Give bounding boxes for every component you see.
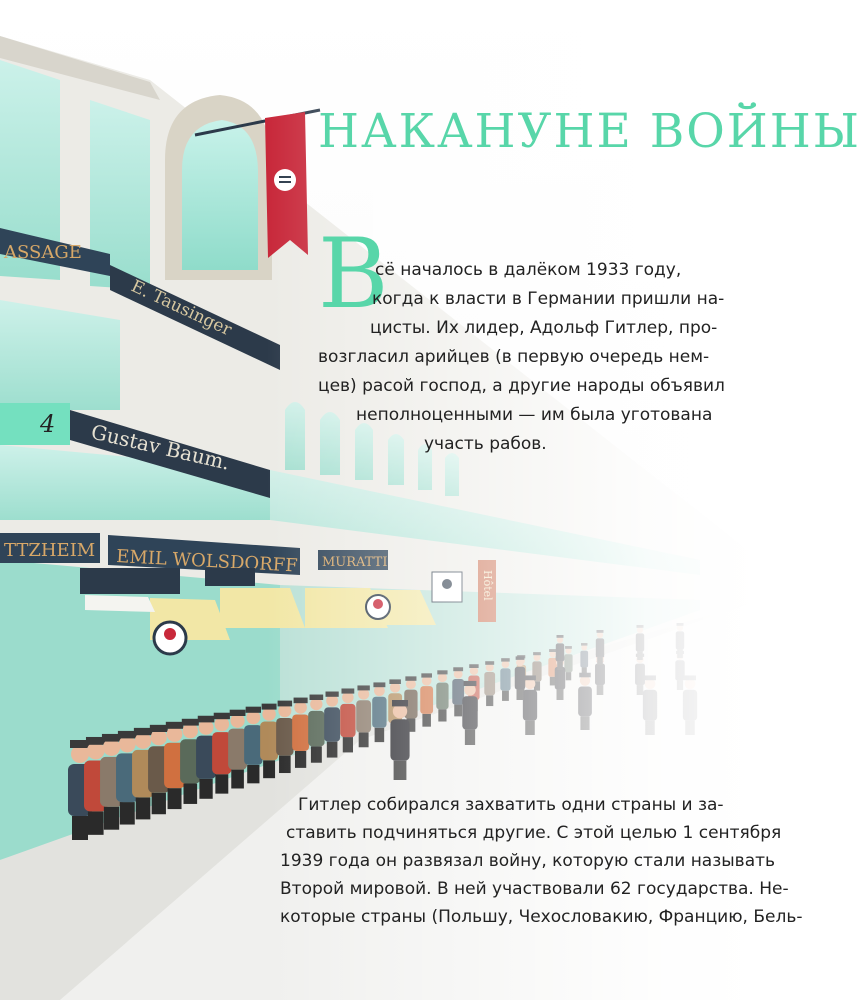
body-line: Гитлер собирался захватить одни страны и за- xyxy=(298,795,724,815)
intro-line: неполноценными — им была уготована xyxy=(356,405,713,425)
page-number: 4 xyxy=(40,410,56,438)
intro-line: когда к власти в Германии пришли на- xyxy=(372,289,725,309)
intro-line: цев) расой господ, а другие народы объявил xyxy=(318,376,725,396)
page-title: НАКАНУНЕ ВОЙНЫ xyxy=(318,104,861,159)
body-line: 1939 года он развязал войну, которую стали называть xyxy=(280,851,776,871)
intro-line: сё началось в далёком 1933 году, xyxy=(375,260,682,280)
intro-paragraph xyxy=(0,248,725,454)
intro-line: участь рабов. xyxy=(424,434,547,454)
drop-cap: В xyxy=(318,218,389,330)
intro-line: цисты. Их лидер, Адольф Гитлер, про- xyxy=(370,318,718,338)
body-line: которые страны (Польшу, Чехословакию, Францию, Бель- xyxy=(280,907,803,927)
intro-line: возгласил арийцев (в первую очередь нем- xyxy=(318,347,710,367)
body-line: Второй мировой. В ней участвовали 62 государства. Не- xyxy=(280,879,789,899)
body-line: ставить подчиняться другие. С этой целью 1 сентября xyxy=(286,823,782,843)
